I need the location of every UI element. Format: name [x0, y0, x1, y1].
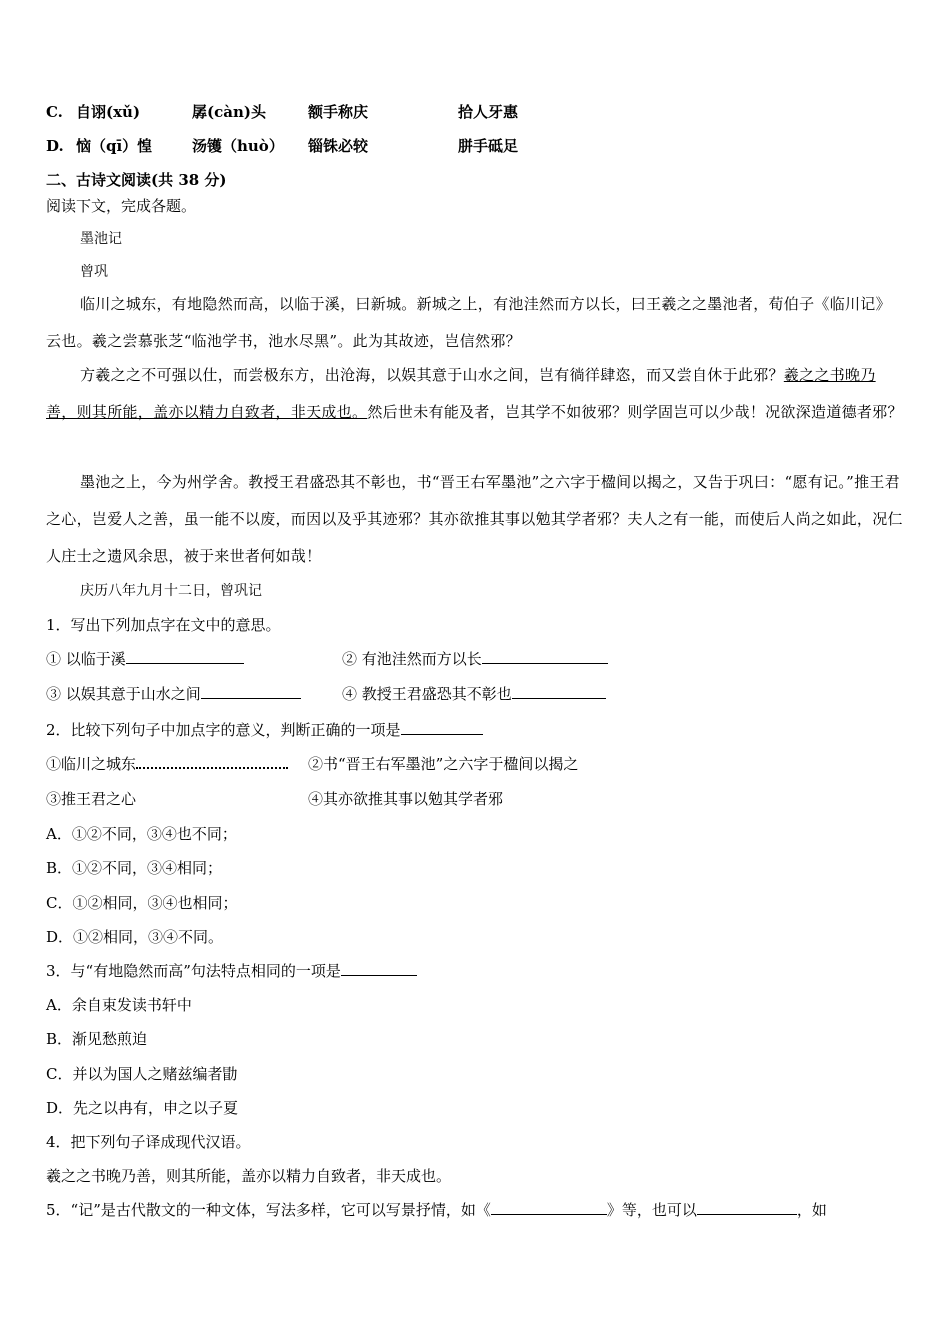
stem-text: ，如 [796, 1201, 827, 1219]
question-2-stem [46, 720, 483, 740]
stem-text: 》等，也可以 [606, 1201, 697, 1219]
option-item: 孱(càn)头 [192, 103, 266, 121]
item-text: ③ 以娱其意于山水之间 [46, 685, 201, 703]
dotted-leader [136, 755, 288, 769]
paragraph-text: 临川之城东，有地隐然而高，以临于溪，曰新城。新城之上，有池洼然而方以长，曰王羲之之墨池者，荀伯子《临川记》云也。羲之尝慕张芝“临池学书，池水尽黑”。此为其故迹，岂信然邪？ [46, 295, 891, 350]
question-2-sentence: ③推王君之心 [46, 790, 137, 808]
paragraph-text: 方羲之之不可强以仕，而尝极东方，出沧海，以娱其意于山水之间，岂有徜徉肆恣，而又尝自休于此邪？ [80, 366, 784, 384]
option-item: 额手称庆 [308, 103, 369, 121]
paragraph-text: 然后世未有能及者，岂其学不如彼邪？则学固岂可以少哉！况欲深造道德者邪？ [367, 403, 903, 421]
answer-blank[interactable] [401, 720, 483, 735]
sentence-text: ①临川之城东 [46, 755, 137, 773]
passage-paragraph-3 [46, 464, 904, 575]
item-text: ② 有池洼然而方以长 [342, 650, 482, 668]
question-5-stem [46, 1200, 827, 1220]
item-text: ① 以临于溪 [46, 650, 126, 668]
question-1-item [46, 684, 301, 704]
question-1-stem: 1．写出下列加点字在文中的意思。 [46, 616, 281, 634]
passage-author: 曾巩 [80, 264, 108, 280]
question-3-option-d[interactable]: D．先之以冉有，申之以子夏 [46, 1099, 239, 1117]
stem-text: 2．比较下列句子中加点字的意义，判断正确的一项是 [46, 721, 401, 739]
item-text: ④ 教授王君盛恐其不彰也 [342, 685, 512, 703]
section-instruction: 阅读下文，完成各题。 [46, 197, 197, 215]
answer-blank[interactable] [482, 649, 608, 664]
passage-title: 墨池记 [80, 231, 122, 247]
question-2-sentence [46, 754, 288, 774]
question-1-item [342, 684, 606, 704]
stem-text: 3．与“有地隐然而高”句法特点相同的一项是 [46, 962, 341, 980]
option-item: 自诩(xǔ) [76, 103, 141, 121]
question-2-option-c[interactable]: C．①②相同，③④也相同； [46, 894, 238, 912]
question-1-item [46, 649, 244, 669]
answer-blank[interactable] [512, 684, 606, 699]
answer-blank[interactable] [491, 1200, 607, 1215]
answer-blank[interactable] [126, 649, 244, 664]
answer-blank[interactable] [697, 1200, 797, 1215]
answer-blank[interactable] [341, 961, 417, 976]
question-2-option-d[interactable]: D．①②相同，③④不同。 [46, 928, 224, 946]
question-3-option-c[interactable]: C．并以为国人之赌兹编者勖 [46, 1065, 238, 1083]
section-heading: 二、古诗文阅读(共 38 分) [46, 171, 227, 189]
stem-text: 5．“记”是古代散文的一种文体，写法多样，它可以写景抒情，如《 [46, 1201, 491, 1219]
option-item: 拾人牙惠 [458, 103, 519, 121]
passage-paragraph-1 [46, 286, 904, 360]
answer-blank[interactable] [201, 684, 301, 699]
underlined-sentence: 羲之之书晚乃善，则其所能，盖亦以精力自致者，非天成也。 [46, 366, 876, 421]
option-item: 胼手砥足 [458, 137, 519, 155]
passage-date: 庆历八年九月十二日，曾巩记 [80, 583, 262, 599]
question-4-stem: 4．把下列句子译成现代汉语。 [46, 1133, 251, 1151]
option-letter: D. [46, 137, 64, 155]
passage-paragraph-2 [46, 357, 904, 431]
question-3-option-a[interactable]: A．余自束发读书轩中 [46, 996, 192, 1014]
question-3-stem [46, 961, 417, 981]
option-item: 锱铢必较 [308, 137, 369, 155]
paragraph-text: 墨池之上，今为州学舍。教授王君盛恐其不彰也，书“晋王右军墨池”之六字于楹间以揭之，又告于巩曰：“愿有记。”推王君之心，岂爱人之善，虽一能不以废，而因以及乎其迹邪？其亦欲推其事以勉其学者邪？夫人之有一能，而使后人尚之如此，况仁人庄士之遗风余思，被于来世者何如哉！ [46, 473, 903, 565]
question-2-option-a[interactable]: A．①②不同，③④也不同； [46, 825, 237, 843]
question-2-option-b[interactable]: B．①②不同，③④相同； [46, 859, 223, 877]
option-letter: C. [46, 103, 63, 121]
option-item: 汤镬（huò） [192, 137, 284, 155]
question-3-option-b[interactable]: B．渐见愁煎迫 [46, 1030, 148, 1048]
question-4-sentence: 羲之之书晚乃善，则其所能，盖亦以精力自致者，非天成也。 [46, 1167, 452, 1185]
option-item: 恼（qī）惶 [76, 137, 153, 155]
question-2-sentence: ②书“晋王右军墨池”之六字于楹间以揭之 [308, 755, 579, 773]
question-2-sentence: ④其亦欲推其事以勉其学者邪 [308, 790, 504, 808]
question-1-item [342, 649, 608, 669]
